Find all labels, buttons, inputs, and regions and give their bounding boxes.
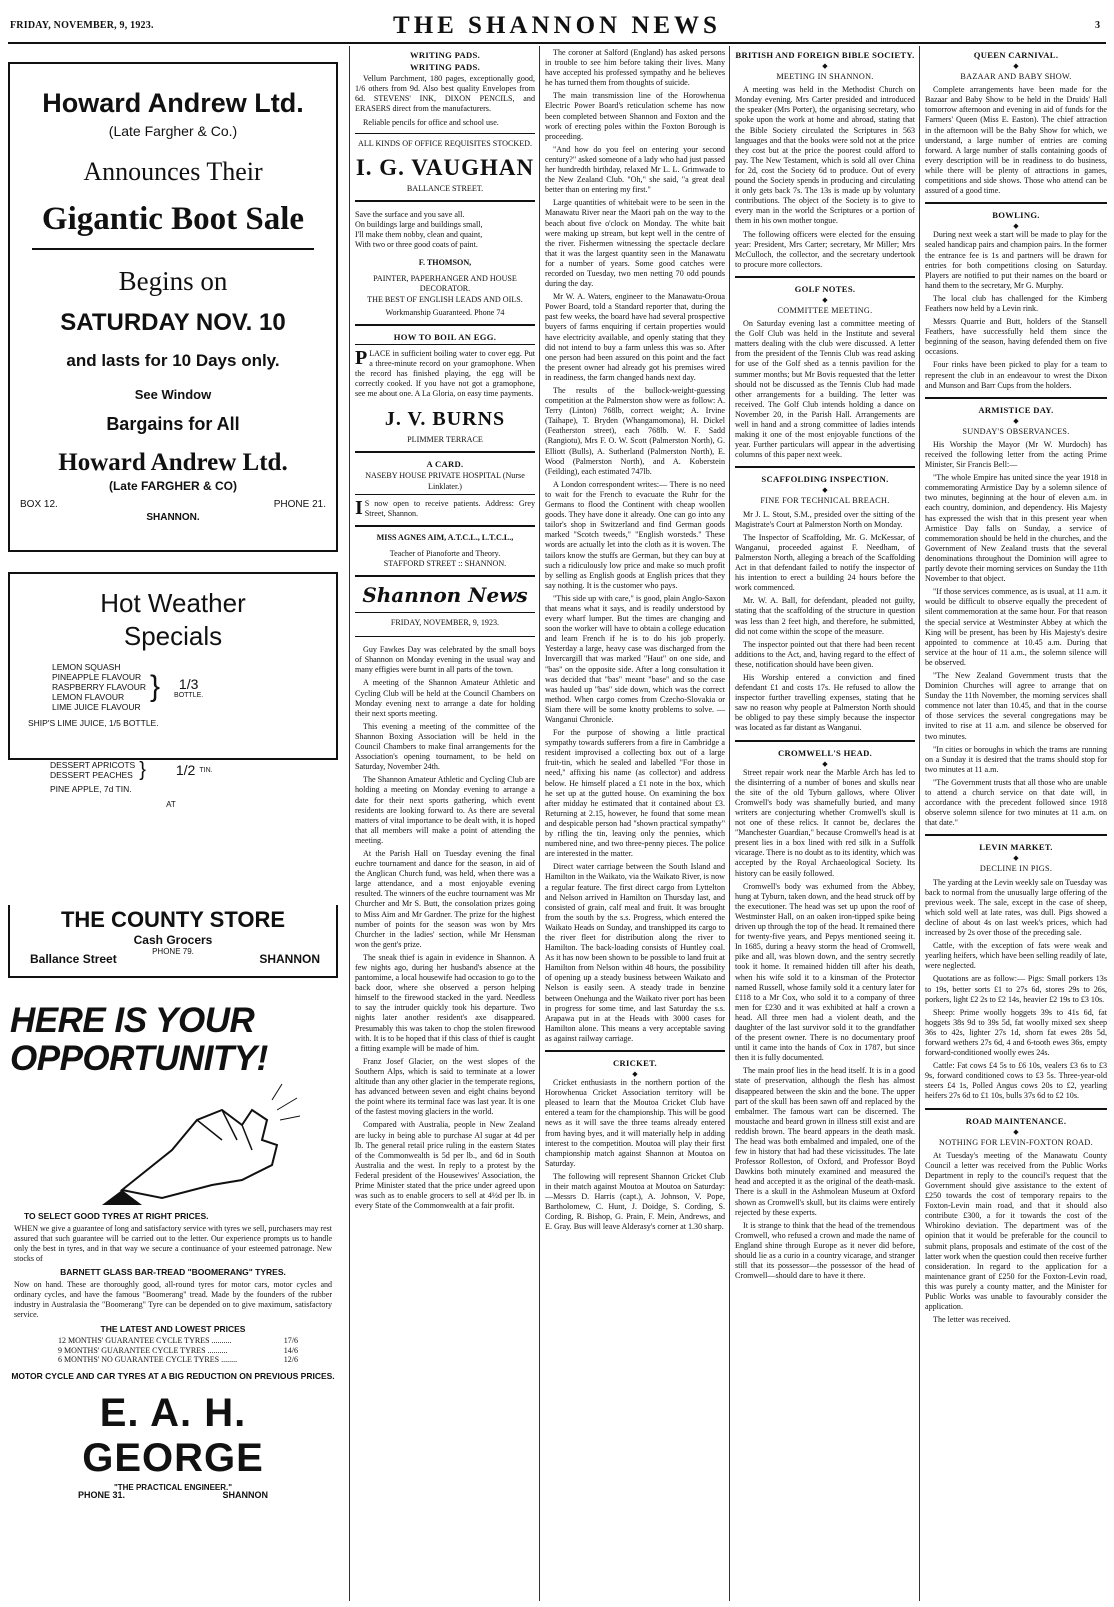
news-bullock: The results of the bullock-weight-guessing competition at the Palmerston show were as follow: A. Terry (Linton) 768lb, correct weight; A. Irvine (Taihape), T. Bryden (Whangamomona), H. Dickel (Featherston street), each 768lb. W. F. Sadd (Rangiotu), Mrs F. O. W. Scott (Palmerston North), G. Elliott (Bulls), A. Sutherland (Palmerston North), E. Wood (Palmerston North), and A. Koberstein (Feilding), each estimated 747lb. <box>545 386 725 476</box>
news-century: "And how do you feel on entering your second century?" asked someone of a lady who had just passed her hundredth birthday, relaxed Mr L. L. Grimwade to the New Zealand Club. "Oh," she said, "a great deal better than on entering my first." <box>545 144 725 195</box>
news-euchre: At the Parish Hall on Tuesday evening the final euchre tournament and dance for the season, in aid of the Anglican Church fund, was held, when there was a large attendance, and a most enjoyable evening resulted. The winners of the euchre tournament was Mr Churcher and Mr S. Butt, the consolation prizes going to Miss Aim and Mr Gardner. The prize for the highest number of points for the season was won by Mrs Churcher in the ladies' section, while Mr Hensman won the gent's prize. <box>355 848 535 949</box>
paint-verse-3: I'll make them nobby, clean and quaint, <box>355 230 483 240</box>
pads-body: Vellum Parchment, 180 pages, exceptionally good, 1/6 others from 9d. Also best quality Envelopes from 6d. STEVENS' INK, DIXON PENCILS, and ERASERS direct from the manufacturers. <box>355 74 535 114</box>
hot-ad-unit-1: BOTTLE. <box>174 691 204 699</box>
store-name: THE COUNTY STORE <box>60 907 286 932</box>
tyre-ad-body: WHEN we give a guarantee of long and satisfactory service with tyres we sell, purchasers may rest assured that such guarantee will be carried out to the letter. Our experience prompts us to handle only the best in tyres, and in that way we secure a continuance of your esteemed patronage. New stocks of <box>14 1224 332 1263</box>
thomson-name: F. THOMSON, <box>418 258 472 268</box>
cricket-body: Cricket enthusiasts in the northern portion of the Horowhenua Cricket Association territory will be pleased to learn that the Moutoa Cricket Club have entered a team for the championship. This will be good news as it will save the three teams already entered from having byes, and it will materially help in adding interest to the competition. Moutoa will play their first championship match against Shannon at Moutoa on Saturday. <box>545 1078 725 1168</box>
levin-subheading: DECLINE IN PIGS. <box>979 864 1053 874</box>
store-town: SHANNON <box>259 952 320 966</box>
hot-ad-title-1: Hot Weather <box>100 588 246 618</box>
bible-body: A meeting was held in the Methodist Church on Monday evening. Mrs Carter presided and introduced the speaker (Mrs Porter), the organising secretary, who spoke upon the work at home and abroad, stating that the Bible Society circulated the Scriptures in 563 languages and that the books were sold not at the price they cost but at the price the poorest could afford to pay. The New Testament, which is sold all over China for 2d, cost the Society 6d to produce. Out of every pound the Society spends in producing and circulating it only gets back 7s. The 13s is made up by voluntary contributions. The object of the Society is to give to every man in the world the Scriptures or a portion of them in his own mother tongue. <box>735 85 915 226</box>
tyre-price-row-3: 6 MONTHS' NO GUARANTEE CYCLE TYRES ........ <box>58 1355 238 1364</box>
tyre-ad-engineer: "THE PRACTICAL ENGINEER." <box>113 1482 233 1492</box>
news-sugar: Compared with Australia, people in New Zealand are lucky in being able to purchase Al sugar at 4d per lb. The general retail price ruling in the eastern States of the Commonwealth is 5d per lb., and 6d in South Australia and the west. In reply to a protest by the Federal president of the Housewives' Association, the Prime Minister stated that the price under agreed upon was such as to enable grocers to sell at 4½d per lb. in every State of the Commonwealth at a fair profit. <box>355 1120 535 1211</box>
masthead-date: FRIDAY, NOVEMBER, 9, 1923. <box>390 618 500 628</box>
pads-body-2: Reliable pencils for office and school use. <box>363 117 499 127</box>
thomson-leads: THE BEST OF ENGLISH LEADS AND OILS. <box>367 294 523 304</box>
hot-ad-at: AT <box>166 800 176 809</box>
scaffolding-heading: SCAFFOLDING INSPECTION. <box>761 474 889 485</box>
card-heading: A CARD. <box>426 459 464 470</box>
golf-body: On Saturday evening last a committee meeting of the Golf Club was held in the Institute and several matters dealing with the club were discussed. A letter from the president of the Tennis Club was read asking for use of the Golf shed as a tennis pavilion for the summer months; but Mr Bovis requested that the letter should not be discussed as the Tennis Club had made other arrangements for a building. The letter was received. The Golf Club intends holding a dance on November 20, in the Parish Hall. Arrangements are well in hand and a strong committee of ladies intends making it one of the most enjoyable functions of the year. Further particulars will appear in the advertising columns of this paper next week. <box>735 319 915 460</box>
road-heading: ROAD MAINTENANCE. <box>965 1115 1067 1126</box>
bowling-body-4: Four rinks have been picked to play for a team to represent the club in an endeavour to wrest the Dixon and Munson and Barr Cups from the holders. <box>925 360 1107 390</box>
naseby-name: NASEBY HOUSE PRIVATE HOSPITAL (Nurse Linklater.) <box>365 471 525 491</box>
column-rule <box>729 46 730 1601</box>
news-athletic: A meeting of the Shannon Amateur Athletic and Cycling Club will be held at the Council Chambers on Monday evening next to arrange a date for holding their next sports meeting. <box>355 678 535 718</box>
queen-subheading: BAZAAR AND BABY SHOW. <box>960 72 1072 82</box>
armistice-body-3: "If those services commence, as is usual, at 11 a.m. it would be difficult to observe equally the precedent of silent commemoration at the same hour. For that reason the special service at Westminster Abbey at which the King will be present, has been by His Majesty's desire appointed to commence at 10.45 a.m. During that service at the hour of 11 a.m., the solemn silence will be observed. <box>925 587 1107 667</box>
hot-ad-price-2: 1/2 <box>175 762 196 778</box>
boot-ad-headline: Gigantic Boot Sale <box>41 201 305 237</box>
page-number: 3 <box>1095 20 1100 31</box>
armistice-body-6: "The Government trusts that all those who are unable to attend a church service on that date will, in accordance with the precedent followed since 1918 observe solemn silence for two minutes at 11 a.m. on that date." <box>925 777 1107 828</box>
boot-ad-bargains: Bargains for All <box>106 414 240 434</box>
boot-ad-announces: Announces Their <box>83 157 263 186</box>
tyre-price-row-1: 12 MONTHS' GUARANTEE CYCLE TYRES .......... <box>58 1336 232 1345</box>
office-requisites: ALL KINDS OF OFFICE REQUISITES STOCKED. <box>357 138 533 148</box>
column-4: BRITISH AND FOREIGN BIBLE SOCIETY. ◆ MEETING IN SHANNON. A meeting was held in the Methodist Church on Monday evening. Mrs Carter presided and introduced the speaker (Mrs Porter), the organising secretary, who spoke upon the work at home and abroad, stating that the Bible Society circulated the Scriptures in 563 languages and that the books were sold not at the price they cost but at the price the poorest could afford to pay. The New Testament, which is sold all over China for 2d, cost the Society 6d to produce. Out of every pound the Society spends in producing and circulating it only gets back 7s. The 13s is made up by voluntary contributions. The object of the Society is to give to every man in the world the Scriptures or a portion of them in his own mother tongue. The following officers were elected for the ensuing year: President, Mrs Carter; secretary, Mr Miller; Mrs McCulloch, the collector, and the secretary undertook to procure more collectors. GOLF NOTES. ◆ COMMITTEE MEETING. On Saturday evening last a committee meeting of the Golf Club was held in the Institute and several matters dealing with the club were discussed. A letter from the president of the Tennis Club was read asking for use of the Golf shed as a tennis pavilion for the summer months; but Mr Bovis requested that the letter should not be discussed as the Tennis Club had made other arrangements for a building. The letter was received. The Golf Club intends holding a dance on November 20, in the Parish Hall. Arrangements are well in hand and a strong committee of ladies intends making it one of the most enjoyable functions of the year. Further particulars will appear in the advertising columns of this paper next week. SCAFFOLDING INSPECTION. ◆ FINE FOR TECHNICAL BREACH. Mr J. L. Stout, S.M., presided over the sitting of the Magistrate's Court at Palmerston North on Monday. The Inspector of Scaffolding, Mr. G. McKessar, of Wanganui, proceeded against F. Needham, of Palmerston North, alleging a breach of the Scaffolding Act in that defendant failed to notify the inspector of his intention to erect a building 24 hours before the work commenced. Mr. W. A. Ball, for defendant, pleaded not guilty, stating that the scaffolding of the structure in question was less than 2 feet high, and therefore, he submitted, did not come within the scope of the measure. The inspector pointed out that there had been recent additions to the Act, and, having regard to the effect of these, notification should have been given. His Worship entered a conviction and fined defendant £1 and costs 17s. He refused to allow the inspector further travelling expenses, stating that he saw no reason why people at Palmerston North should be obliged to pay these simply because the inspector was located as far distant as Wanganui. CROMWELL'S HEAD. ◆ Street repair work near the Marble Arch has led to the disinterring of a number of bones and skulls near the site of the old Tyburn gallows, where Oliver Cromwell's body was shamefully buried, and many writers are conjecturing whether Cromwell's skull is not one of these relics. It cannot be, declares the "Manchester Guardian," because Cromwell's head is at present lies in a box lined with red silk in a Suffolk vicarage. There is no doubt as to its identity, which was accepted by the Royal Archaeological Society. Its history can be easily followed. Cromwell's body was exhumed from the Abbey, hung at Tyburn, taken down, and the head struck off by the executioner. The head was set up upon the roof of Westminster Hall, on an oaken iron-tipped spike being driven up through the top of the head. It remained there for twenty-five years, and Pepys mentioned seeing it. In 1685, during a heavy storm the head of Cromwell, pike and all, was blown down, and the sentry secretly took it home. It remained hidden till after his death, when his wife sold it to a kinsman of the Protector named Russell, whose family sold it a century later for £118 to a Mr Cox, who sold it to a company of three men for £230 and it was exhibited at half a crown a head. All three men had a violent death, and the daughter of the last survivor sold it to the grandfather of the present owner. There is no documentary proof until it came into the hands of Cox in 1787, but since then it is fully documented. The main proof lies in the head itself. It is in a good state of preservation, although the flesh has almost disappeared between the skin and the bone. The upper part of the skull has been sawn off and replaced by the embalmer. The famous wart can be discerned. The moustache and beard grown in illness still exist and are reddish brown. The beard appears in the death mask. The head was both embalmed and impaled, one of the few in history that had had these vicissitudes. The late Professor Rolleston, of Oxford, and Professor Boyd Dawkins both minutely examined and measured the head and accepted it as the original of the death-mask. There is a skull in the Ashmolean Museum at Oxford shown as Cromwell's skull, but its claims were entirely rejected by these experts. It is strange to think that the head of the tremendous Cromwell, who refused a crown and made the name of England shine through Europe as it never did before, should lie as a curio in a country vicarage, and stranger still that its possessor—the possessor of the head of Cromwell—should dare to have it there. <box>735 50 915 1281</box>
issue-date: FRIDAY, NOVEMBER, 9, 1923. <box>10 20 154 31</box>
tyre-ad-body-2: Now on hand. These are thoroughly good, all-round tyres for motor cars, motor cycles and ordinary cycles, and have the famous "Boomerang" tread. Made by the founders of the rubber industry in Australasia the "Boomerang" Tyre can be depended on to give maximum, satisfactory service. <box>14 1280 332 1319</box>
boot-sale-ad <box>8 62 338 552</box>
levin-body-5: Cattle: Fat cows £4 5s to £6 10s, vealers £3 6s to £3 9s, forward conditioned cows to £3 5s. Three-year-old steers £4 1s, Polled Angus cows 20s to £2, yearling heifers 27s 6d to £1 10s, bulls 37s 6d to £2 10s. <box>925 1061 1107 1101</box>
armistice-body-1: His Worship the Mayor (Mr W. Murdoch) has received the following letter from the acting Prime Minister, Sir Francis Bell:— <box>925 439 1107 470</box>
queen-body: Complete arrangements have been made for the Bazaar and Baby Show to be held in the Druids' Hall tomorrow afternoon and evening in aid of funds for the Farmers' Queen (Miss E. Easton). The chief attraction in the afternoon will be the Baby Show for which, we understand, a large number of entries are coming forward. A large number of stalls containing goods of every description will be in readiness to do business, while there will be plenty of attractions in games, competitions and side shows. Those who attend can be assured of a good time. <box>925 85 1107 196</box>
store-cash: Cash Grocers <box>133 933 213 947</box>
column-3: The coroner at Salford (England) has asked persons in trouble to see him before taking their lives. Many have accepted his professed sympathy and he believes he has turned them from thoughts of suicide. The main transmission line of the Horowhenua Electric Power Board's reticulation scheme has now been completed between Shannon and Foxton and the work of erecting poles within the Foxton Borough is proceeding. "And how do you feel on entering your second century?" asked someone of a lady who had just passed her hundredth birthday, relaxed Mr L. L. Grimwade to the New Zealand Club. "Oh," she said, "a great deal better than on entering my first." Large quantities of whitebait were to be seen in the Manawatu River near the Maori pah on the way to the beach about five o'clock on Monday. The white bait were making up stream, but kept well in the centre of the river. Fishermen witnessing the spectacle declare that it was the largest quantity seen in the Manawatu for a number of years. Some good catches were recorded on Tuesday, two men netting 70 odd pounds during the day. Mr W. A. Waters, engineer to the Manawatu-Oroua Power Board, told a Standard reporter that, during the past few weeks, the board have had several prospective buyers of farms enquiring if certain properties would have electricity available, and openly stating that they did not intend to buy a farm unless this was so. After one person had been assured on this point and the fact the present owner had already got his premises wired in readiness, the farm changed hands next day. The results of the bullock-weight-guessing competition at the Palmerston show were as follow: A. Terry (Linton) 768lb, correct weight; A. Irvine (Taihape), T. Bryden (Whangamomona), H. Dickel (Featherston street), each 768lb. W. F. Sadd (Rangiotu), Mrs F. O. W. Scott (Palmerston North), G. Elliott (Bulls), A. Sutherland (Palmerston North), E. Wood (Palmerston North), and A. Koberstein (Feilding), each estimated 747lb. A London correspondent writes:— There is no need to wait for the French to evacuate the Ruhr for the Germans to flood the Continent with cheap woollen goods. They have done it already. One can go into any tailor's shop in Switzerland and find German goods marked "Scotch tweeds," "English worsteds." These words are actually let into the cloth as it is woven. The tailors know the stuffs are German, but they can buy at such a ridiculously low price and make so much profit by selling as English goods at English prices that they say nothing. It is the customer who pays. "This side up with care," is good, plain Anglo-Saxon that means what it says, and is readily understood by every wharf lumper. But the times are changing and soon the worker will have to obtain a college education and learn French if he is to do his job properly. Yesterday a large, heavy case was discharged from the Invercargill that was marked "Haut" on one side, and "bas" on the opposite side. After a long consultation it was decided that "bas" meant "base" and so the case was hauled up "bas" side down, which was the correct method. When cargo comes from Czecho-Slovakia or Siam there will be some knotty problems to solve. —Wanganui Chronicle. For the purpose of showing a little practical sympathy towards sufferers from a fire in Cambridge a resident improvised a collecting box out of a large fruit-tin, which he sealed and labelled "For those in need," affixing his name (as collector) and address below. He himself placed a £1 note in the box, which he set up at the gutted house. On examining the box after midday he estimated that it contained about £3. Returning at 2.15, however, he found that some mean and despicable person had "shown practical sympathy" by rifling the tin, leaving only the pennies, which numbered nine, and two three-penny pieces. The police are interested in the matter. Direct water carriage between the South Island and Hamilton in the Waikato, via the Waikato River, is now a regular feature. The first direct cargo from Lyttelton and Nelson arrived in Hamilton on Thursday last, and consisted of grain, calf meal and fruit. It was brought from the south by the s.s. Progress, which entered the Waikato Heads on Sunday, and transhipped its cargo to the river fleet for distribution along the river to Hamilton. The back-loading consists of Huntley coal. As it has now been shown to be possible to land fruit at Hamilton from Nelson within 48 hours, the possibility of opening up a steady business between Waikato and Nelson is easily seen. A steady trade in benzine between Onehunga and the Waikato river port has been in progress for some time, and last Saturday the s.s. Arapawa put in at the Heads with 3000 cases for Hamilton alone. This means a very acceptable saving as against railway carriage. CRICKET. ◆ Cricket enthusiasts in the northern portion of the Horowhenua Cricket Association territory will be pleased to learn that the Moutoa Cricket Club have entered a team for the championship. This will be good news as it will save the three teams already entered from having byes, and it will materially help in adding interest to the competition. Moutoa will play their first championship match against Shannon at Moutoa on Saturday. The following will represent Shannon Cricket Club in their match against Moutoa at Moutoa on Saturday:—Messrs D. Harris (capt.), A. Johnson, V. Pope, Bartholomew, C. Hunt, J. Doidge, S. Cording, S. Cording, R. Bishop, G. Prain, F. Mein, Andrews, and E. Gray. Bus will leave Alderasy's corner at 1.30 sharp. <box>545 48 725 1232</box>
aim-name: MISS AGNES AIM, A.T.C.L., L.T.C.L., <box>376 532 514 542</box>
news-this-side-up: "This side up with care," is good, plain Anglo-Saxon that means what it says, and is readily understood by every wharf lumper. But the times are changing and soon the worker will have to obtain a college education and learn French if he is to do his job properly. Yesterday a large, heavy case was discharged from the Invercargill that was marked "Haut" on one side, and "bas" on the opposite side. After a long consultation it was decided that "bas" meant "base" and so the case was hauled up "bas" side down, which was the correct method. When cargo comes from Czecho-Slovakia or Siam there will be some knotty problems to solve. —Wanganui Chronicle. <box>545 593 725 724</box>
column-2: WRITING PADS. WRITING PADS. Vellum Parchment, 180 pages, exceptionally good, 1/6 others from 9d. Also best quality Envelopes from 6d. STEVENS' INK, DIXON PENCILS, and ERASERS direct from the manufacturers. Reliable pencils for office and school use. ALL KINDS OF OFFICE REQUISITES STOCKED. I. G. VAUGHAN BALLANCE STREET. Save the surface and you save all. On buildings large and buildings small, I'll make them nobby, clean and quaint, With two or three good coats of paint. F. THOMSON, PAINTER, PAPERHANGER AND HOUSE DECORATOR. THE BEST OF ENGLISH LEADS AND OILS. Workmanship Guaranteed. Phone 74 HOW TO BOIL AN EGG. PLACE in sufficient boiling water to cover egg. Put a three-minute record on your gramophone. When the record has finished playing, the egg will be correctly cooked. If you have not got a gramophone, see me about one. A La Gloria, on easy time payments. J. V. BURNS PLIMMER TERRACE A CARD. NASEBY HOUSE PRIVATE HOSPITAL (Nurse Linklater.) I S now open to receive patients. Address: Grey Street, Shannon. MISS AGNES AIM, A.T.C.L., L.T.C.L., Teacher of Pianoforte and Theory. STAFFORD STREET :: SHANNON. Shannon News FRIDAY, NOVEMBER, 9, 1923. Guy Fawkes Day was celebrated by the small boys of Shannon on Monday evening in the usual way and many effigies were burnt in all parts of the town. A meeting of the Shannon Amateur Athletic and Cycling Club will be held at the Council Chambers on Monday evening next to arrange a date for holding their next sports meeting. This evening a meeting of the committee of the Shannon Boxing Association will be held in the Council Chambers to make final arrangements for the Association's opening tournament, to be held on Saturday, November 24th. The Shannon Amateur Athletic and Cycling Club are holding a meeting on Monday evening to arrange a date for their next sports gathering, which event residents are looking forward to. As there are several matters of vital importance to be dealt with, it is hoped that all members will make a point of attending the meeting. At the Parish Hall on Tuesday evening the final euchre tournament and dance for the season, in aid of the Anglican Church fund, was held, when there was a large attendance, and a most enjoyable evening resulted. The winners of the euchre tournament was Mr Churcher and Mr S. Butt, the consolation prizes going to Miss Aim and Mr Gardner. The prize for the highest number of points for the season was won by Mrs Churcher in the ladies' section, while Mr Hensman won the gent's prize. The sneak thief is again in evidence in Shannon. A few nights ago, during her husband's absence at the pantomime, a local housewife had occasion to go to the back door, where she observed a person helping himself to the firewood stacked in the yard. Needless to say the intruder quickly took his departure. Two nights later another resident's axe disappeared. Presumably this was taken to chop the stolen firewood with. It is to be hoped that if this class of thief is caught a fitting example will be made of him. Franz Josef Glacier, on the west slopes of the Southern Alps, which is said to terminate at a lower altitude than any other glacier in the temperate regions, has advanced between seven and eight chains beyond the point where its terminal face was last year. It is one of the fastest moving glaciers in the world. Compared with Australia, people in New Zealand are lucky in being able to purchase Al sugar at 4d per lb. The general retail price ruling in the eastern States of the Commonwealth is 5d per lb., and 6d in South Australia and the west. In reply to a protest by the Federal president of the Housewives' Association, the Prime Minister stated that the price under agreed upon was such as to enable grocers to sell at 4½d per lb. in every State of the Commonwealth at a fair profit. <box>355 50 535 1211</box>
tyre-ad-town: SHANNON <box>222 1489 268 1500</box>
levin-body-1: The yarding at the Levin weekly sale on Tuesday was back to normal from the unusually large offering of the previous week. The sale, except in the case of sheep, which sold well at late rates, was dull. Pigs showed a decline of about 4s on last week's prices, which had increased by 2s over those of the preceding sale. <box>925 877 1107 938</box>
road-body-2: The letter was received. <box>933 1315 1011 1325</box>
paint-verse-4: With two or three good coats of paint. <box>355 240 478 250</box>
cromwell-heading: CROMWELL'S HEAD. <box>777 747 873 758</box>
boot-ad-duration: and lasts for 10 Days only. <box>66 351 280 370</box>
tyre-ad <box>8 1002 338 1597</box>
bowling-heading: BOWLING. <box>992 210 1040 221</box>
cromwell-body-2: Cromwell's body was exhumed from the Abbey, hung at Tyburn, taken down, and the head struck off by the executioner. The head was set up upon the roof of Westminster Hall, on an oaken iron-tipped spike being driven up through the top of the head. It remained there for twenty-five years, and Pepys mentioned seeing it. In 1685, during a heavy storm the head of Cromwell, pike and all, was blown down, and the sentry secretly took it home. It remained hidden till after his death, when his wife sold it to a kinsman of the Protector named Russell, whose family sold it a century later for £118 to a Mr Cox, who sold it to a company of three men for £230 and it was exhibited at half a crown a head. All three men had a violent death, and the daughter of the last survivor sold it to the grandfather of the present owner. There is no documentary proof until it came into the hands of Cox in 1787, but since then it is fully documented. <box>735 881 915 1063</box>
paint-verse-1: Save the surface and you save all. <box>355 209 465 219</box>
news-boxing: This evening a meeting of the committee of the Shannon Boxing Association will be held in the Council Chambers to make final arrangements for the Association's opening tournament, to be held on Saturday, November 24th. <box>355 721 535 772</box>
tyre-ad-motor: MOTOR CYCLE AND CAR TYRES AT A BIG REDUCTION ON PREVIOUS PRICES. <box>11 1370 335 1381</box>
cricket-body-2: The following will represent Shannon Cricket Club in their match against Moutoa at Moutoa on Saturday:—Messrs D. Harris (capt.), A. Johnson, V. Pope, Bartholomew, C. Hunt, J. Doidge, S. Cording, S. Cording, R. Bishop, G. Prain, F. Mein, Andrews, and E. Gray. Bus will leave Alderasy's corner at 1.30 sharp. <box>545 1171 725 1232</box>
column-rule <box>349 46 350 1601</box>
pads-heading: WRITING PADS. <box>409 50 481 60</box>
vaughan-street: BALLANCE STREET. <box>406 183 484 193</box>
paint-verse-2: On buildings large and buildings small, <box>355 219 483 229</box>
armistice-heading: ARMISTICE DAY. <box>978 404 1054 415</box>
levin-body-2: Cattle, with the exception of fats were weak and yearling heifers, which have been selling readily of late, were neglected. <box>925 941 1107 971</box>
hot-ad-title-2: Specials <box>123 621 223 651</box>
hand-illustration-icon <box>102 1080 302 1205</box>
news-guy-fawkes: Guy Fawkes Day was celebrated by the small boys of Shannon on Monday evening in the usual way and many effigies were burnt in all parts of the town. <box>355 645 535 675</box>
masthead-small: Shannon News <box>362 583 528 608</box>
tyre-price-3: 12/6 <box>283 1355 298 1364</box>
egg-heading: HOW TO BOIL AN EGG. <box>393 331 497 342</box>
egg-body: LACE in sufficient boiling water to cover egg. Put a three-minute record on your gramophone. When the record has finished playing, the egg will be correctly cooked. If you have not got a gramophone, see me about one. A La Gloria, on easy time payments. <box>355 348 535 399</box>
naseby-body: S now open to receive patients. Address: Grey Street, Shannon. <box>364 498 535 518</box>
cromwell-body-3: The main proof lies in the head itself. It is in a good state of preservation, although the flesh has almost disappeared between the skin and the bone. The upper part of the skull has been sawn off and replaced by the embalmer. The famous wart can be discerned. The moustache and beard grown in illness still exist and are reddish brown. The beard appears in the death mask. The head was both embalmed and impaled, one of the few in history that had had these vicissitudes. The late Professor Rolleston, of Oxford, and Professor Boyd Dawkins both minutely examined and measured the head and accepted it as the original of the death-mask. There is a skull in the Ashmolean Museum at Oxford shown as Cromwell's skull, but its claims were entirely rejected by these experts. <box>735 1066 915 1217</box>
boot-ad-company-2: Howard Andrew Ltd. <box>58 449 288 476</box>
boot-ad-town: SHANNON. <box>146 512 200 523</box>
tyre-ad-headline: HERE IS YOUR OPPORTUNITY! <box>10 1001 268 1078</box>
scaffolding-body-5: His Worship entered a conviction and fined defendant £1 and costs 17s. He refused to allow the inspector further travelling expenses, stating that he saw no reason why people at Palmerston North should be obliged to pay these simply because the inspector was located as far distant as Wanganui. <box>735 672 915 733</box>
hot-ad-flavours: LEMON SQUASH PINEAPPLE FLAVOUR RASPBERRY FLAVOUR LEMON FLAVOUR LIME JUICE FLAVOUR <box>52 662 147 712</box>
boot-ad-company: Howard Andrew Ltd. <box>42 88 304 118</box>
tyre-ad-phone: PHONE 31. <box>78 1489 126 1500</box>
news-coroner: The coroner at Salford (England) has asked persons in trouble to see him before taking their lives. Many have accepted his professed sympathy and he believes he has turned them from thoughts of suicide. <box>545 48 725 88</box>
armistice-body-4: "The New Zealand Government trusts that the Dominion Churches will agree to arrange that on Sunday the 11th November, the morning services shall commence not later than 10.45, and that in the course of those services the several congregations may be invited to rise at 11 a.m. and silence be observed for two minutes. <box>925 670 1107 741</box>
bowling-body-1: During next week a start will be made to play for the sealed handicap pairs and champion pairs. In the former the entrance fee is 1s and partners will be drawn for entries for both competitions closing on Saturday. Players are notified to put their names on the board or hand them to the secretary, Mr G. Murphy. <box>925 230 1107 290</box>
boot-ad-see-window: See Window <box>134 387 212 402</box>
levin-body-4: Sheep: Prime woolly hoggets 39s to 41s 6d, fat hoggets 38s 9d to 39s 5d, fat woolly mixed sex sheep 36s to 42s, lighter 27s 1d, shorn fat ewes 28s 5d, forward wethers 27s 6d, 4 and 6-tooth ewes 36s, empty forward-conditioned woolly ewes 24s. <box>925 1007 1107 1058</box>
levin-body-3: Quotations are as follow:— Pigs: Small porkers 13s to 19s, better sorts £1 to 27s 6d, stores 29s to 26s, porkers, light £2 2s to £2 14s, heavier £2 19s to £3 10s. <box>925 974 1107 1004</box>
aim-street: STAFFORD STREET :: SHANNON. <box>383 559 507 568</box>
armistice-body-5: "In cities or boroughs in which the trams are running on a Sunday it is desired that the trams should stop for two minutes at 11 a.m. <box>925 744 1107 774</box>
bible-body-2: The following officers were elected for the ensuing year: President, Mrs Carter; secretary, Mr Miller; Mrs McCulloch, the collector, and the secretary undertook to procure more collectors. <box>735 229 915 269</box>
road-body-1: At Tuesday's meeting of the Manawatu County Council a letter was received from the Public Works Department in reply to the council's request that the Government should give assistance to the extent of £250 towards the cost of temporary repairs to the Foxton-Levin main road, and that it should also contribute £300, a for it towards the cost of the Whirokino deviation. The department was of the opinion that it would be preferable for the council to submit plans, proposals and estimate of the cost of the latter work when the question could then receive further consideration. In regard to the application for a maintenance grant of £250 for the Foxton-Levin road, this was purely a county matter, and the Minister for Public Works was unable to favourably consider the application. <box>925 1150 1107 1312</box>
cricket-heading: CRICKET. <box>612 1058 658 1068</box>
store-phone: PHONE 79. <box>152 947 194 956</box>
news-electricity: Mr W. A. Waters, engineer to the Manawatu-Oroua Power Board, told a Standard reporter that, during the past few weeks, the board have had several prospective buyers of farms enquiring if certain properties would have electricity available, and openly stating that they did not intend to buy a farm unless this was so. After one person had been assured on this point and the fact the present owner had already got his premises wired in readiness, the farm changed hands next day. <box>545 292 725 382</box>
burns-street: PLIMMER TERRACE <box>407 435 483 445</box>
bowling-body-3: Messrs Quarrie and Butt, holders of the Stansell Feathers, have successfully held them since the beginning of the season, having defended them on five occasions. <box>925 317 1107 357</box>
golf-subheading: COMMITTEE MEETING. <box>777 305 873 315</box>
tyre-ad-sub: TO SELECT GOOD TYRES AT RIGHT PRICES. <box>24 1211 209 1221</box>
header-rule <box>8 42 1106 44</box>
boot-ad-late: (Late Fargher & Co.) <box>108 123 238 139</box>
tyre-ad-name: E. A. H. GEORGE <box>82 1390 264 1480</box>
news-glacier: Franz Josef Glacier, on the west slopes of the Southern Alps, which is said to terminate at a lower altitude than any other glacier in the temperate regions, has advanced between seven and eight chains beyond the point where its terminal face was last year. It is one of the fastest moving glaciers in the world. <box>355 1056 535 1117</box>
queen-heading: QUEEN CARNIVAL. <box>973 50 1059 60</box>
tyre-price-row-2: 9 MONTHS' GUARANTEE CYCLE TYRES .......... <box>58 1345 228 1355</box>
levin-heading: LEVIN MARKET. <box>979 842 1053 853</box>
news-whitebait: Large quantities of whitebait were to be seen in the Manawatu River near the Maori pah on the way to the beach about five o'clock on Monday. The white bait were making up stream, but kept well in the centre of the river. Fishermen witnessing the spectacle declare that it was the largest quantity seen in the Manawatu for a number of years. Some good catches were recorded on Tuesday, two men netting 70 odd pounds during the day. <box>545 198 725 289</box>
news-athletic-2: The Shannon Amateur Athletic and Cycling Club are holding a meeting on Monday evening to arrange a date for their next sports gathering, which event residents are looking forward to. As there are several matters of vital importance to be dealt with, it is hoped that all members will make a point of attending the meeting. <box>355 775 535 845</box>
boot-ad-date: SATURDAY NOV. 10 <box>60 309 286 336</box>
scaffolding-subheading: FINE FOR TECHNICAL BREACH. <box>760 496 890 506</box>
store-street: Ballance Street <box>30 952 117 966</box>
scaffolding-body-3: Mr. W. A. Ball, for defendant, pleaded not guilty, stating that the scaffolding of the structure in question was less than 2 feet high, and therefore, he submitted, did not come within the scope of the measure. <box>735 596 915 636</box>
cromwell-body-4: It is strange to think that the head of the tremendous Cromwell, who refused a crown and made the name of England shine through Europe as it never did before, should lie as a curio in a country vicarage, and stranger still that its possessor—the possessor of the head of Cromwell—should dare to have it there. <box>735 1220 915 1281</box>
hot-ad-pineapple: PINE APPLE, 7d TIN. <box>50 784 132 794</box>
masthead-title: THE SHANNON NEWS <box>393 12 721 39</box>
thomson-work: Workmanship Guaranteed. Phone 74 <box>385 307 505 317</box>
bible-subheading: MEETING IN SHANNON. <box>776 72 874 82</box>
hot-ad-unit-2: TIN. <box>199 766 213 774</box>
tyre-price-2: 14/6 <box>283 1345 298 1355</box>
boot-ad-box: BOX 12. <box>20 499 58 510</box>
golf-heading: GOLF NOTES. <box>794 283 856 294</box>
tyre-ad-barnett: BARNETT GLASS BAR-TREAD "BOOMERANG" TYRES. <box>60 1267 286 1277</box>
boot-ad-phone: PHONE 21. <box>273 499 326 510</box>
column-rule <box>539 46 540 1601</box>
armistice-subheading: SUNDAY'S OBSERVANCES. <box>962 426 1070 436</box>
scaffolding-body-4: The inspector pointed out that there had been recent additions to the Act, and, having regard to the effect of these, notification should have been given. <box>735 639 915 669</box>
road-subheading: NOTHING FOR LEVIN-FOXTON ROAD. <box>939 1137 1093 1147</box>
vaughan-name: I. G. VAUGHAN <box>355 154 535 180</box>
cromwell-body-1: Street repair work near the Marble Arch has led to the disinterring of a number of bones and skulls near the site of the old Tyburn gallows, where Oliver Cromwell's body was shamefully buried, and many writers are conjecturing whether Cromwell's skull is not one of these relics. It cannot be, declares the "Manchester Guardian," because Cromwell's head is at present lies in a box lined with red silk in a Suffolk vicarage. There is no doubt as to its identity, which was accepted by the Royal Archaeological Society. Its history can be easily followed. <box>735 767 915 878</box>
tyre-ad-latest: THE LATEST AND LOWEST PRICES <box>100 1324 246 1334</box>
tyre-price-1: 17/6 <box>283 1336 298 1345</box>
hot-ad-lime: SHIP'S LIME JUICE, 1/5 BOTTLE. <box>28 718 159 728</box>
aim-teacher: Teacher of Pianoforte and Theory. <box>389 548 501 558</box>
news-collecting-box: For the purpose of showing a little practical sympathy towards sufferers from a fire in Cambridge a resident improvised a collecting box out of a large fruit-tin, which he sealed and labelled "For those in need," affixing his name (as collector) and address below. He himself placed a £1 note in the box, which he set up at the gutted house. On examining the box after midday he estimated that it contained about £3. Returning at 2.15, however, he found that some mean and despicable person had "shown practical sympathy" by rifling the tin, leaving only the pennies, which numbered nine, and two three-penny pieces. The police are interested in the matter. <box>545 728 725 859</box>
bible-heading: BRITISH AND FOREIGN BIBLE SOCIETY. <box>735 50 915 60</box>
column-rule <box>919 46 920 1601</box>
county-store-box <box>8 905 338 978</box>
boot-ad-begins: Begins on <box>118 266 228 296</box>
news-transmission: The main transmission line of the Horowhenua Electric Power Board's reticulation scheme has now been completed between Shannon and Foxton and the work of erecting poles within the Foxton Borough is proceeding. <box>545 91 725 141</box>
bowling-body-2: The local club has challenged for the Kimberg Feathers now held by a Levin rink. <box>925 293 1107 313</box>
hot-ad-desserts: DESSERT APRICOTS DESSERT PEACHES <box>50 760 136 780</box>
column-5: QUEEN CARNIVAL. ◆ BAZAAR AND BABY SHOW. Complete arrangements have been made for the Bazaar and Baby Show to be held in the Druids' Hall tomorrow afternoon and evening in aid of funds for the Farmers' Queen (Miss E. Easton). The chief attraction in the afternoon will be the Baby Show for which, we understand, a large number of entries are coming forward. A large number of stalls containing goods of every description will be in readiness to do business, while there will be plenty of attractions in games, competitions and side shows. Those who attend can be assured of a good time. BOWLING. ◆ During next week a start will be made to play for the sealed handicap pairs and champion pairs. In the former the entrance fee is 1s and partners will be drawn for entries for both competitions closing on Saturday. Players are notified to put their names on the board or hand them to the secretary, Mr G. Murphy. The local club has challenged for the Kimberg Feathers now held by a Levin rink. Messrs Quarrie and Butt, holders of the Stansell Feathers, have successfully held them since the beginning of the season, having defended them on five occasions. Four rinks have been picked to play for a team to represent the club in an endeavour to wrest the Dixon and Munson and Barr Cups from the holders. ARMISTICE DAY. ◆ SUNDAY'S OBSERVANCES. His Worship the Mayor (Mr W. Murdoch) has received the following letter from the acting Prime Minister, Sir Francis Bell:— "The whole Empire has united since the year 1918 in commemorating Armistice Day by a solemn silence of two minutes, beginning at the hour of eleven a.m. in each country, dominion, and dependency. His Majesty has expressed the wish that in this present year when Armistice Day falls on Sunday, a service of commemoration should be held in the churches, and the Government of New Zealand trusts that the several denominations throughout the Dominion will agree to partly devote their morning services on Sunday the 11th November to that object. "If those services commence, as is usual, at 11 a.m. it would be difficult to observe equally the precedent of silent commemoration at the same hour. For that reason the special service at Westminster Abbey at which the King will be present, has been by His Majesty's desire appointed to commence at 10.45 a.m. During that service at the hour of 11 a.m., the solemn silence will be observed. "The New Zealand Government trusts that the Dominion Churches will agree to arrange that on Sunday the 11th November, the morning services shall commence not later than 10.45, and that in the course of those services the several congregations may be invited to rise at 11 a.m. and silence be observed for two minutes. "In cities or boroughs in which the trams are running on a Sunday it is desired that the trams should stop for two minutes at 11 a.m. "The Government trusts that all those who are unable to attend a church service on that date will, in accordance with the precedent followed since 1918 observe solemn silence for two minutes at 11 a.m. on that date." LEVIN MARKET. ◆ DECLINE IN PIGS. The yarding at the Levin weekly sale on Tuesday was back to normal from the unusually large offering of the previous week. The sale, except in the case of sheep, which sold well at late rates, was dull. Pigs showed a decline of about 4s on last week's prices, which had increased by 2s over those of the preceding sale. Cattle, with the exception of fats were weak and yearling heifers, which have been selling readily of late, were neglected. Quotations are as follow:— Pigs: Small porkers 13s to 19s, better sorts £1 to 27s 6d, stores 29s to 26s, porkers, light £2 2s to £2 14s, heavier £2 19s to £3 10s. Sheep: Prime woolly hoggets 39s to 41s 6d, fat hoggets 38s 9d to 39s 5d, fat woolly mixed sex sheep 36s to 42s, lighter 27s 1d, shorn fat ewes 28s 5d, forward wethers 27s 6d, 4 and 6-tooth ewes 36s, empty forward-conditioned woolly ewes 24s. Cattle: Fat cows £4 5s to £6 10s, vealers £3 6s to £3 9s, forward conditioned cows to £3 5s. Three-year-old steers £4 1s, Polled Angus cows 20s to £2, yearling heifers 27s 6d to £1 10s, bulls 37s 6d to £2 10s. ROAD MAINTENANCE. ◆ NOTHING FOR LEVIN-FOXTON ROAD. At Tuesday's meeting of the Manawatu County Council a letter was received from the Public Works Department in reply to the council's request that the Government should give assistance to the extent of £250 towards the cost of temporary repairs to the Foxton-Levin main road, and that it should also contribute £300, a for it towards the cost of the Whirokino deviation. The department was of the opinion that it would be preferable for the council to submit plans, proposals and estimate of the cost of the latter work when the question could then receive further consideration. In regard to the application for a maintenance grant of £250 for the Foxton-Levin road, this was purely a county matter, and the Minister for Public Works was unable to favourably consider the application. The letter was received. <box>925 50 1107 1325</box>
burns-name: J. V. BURNS <box>384 408 506 431</box>
county-store-ad: DESSERT APRICOTS DESSERT PEACHES } 1/2 TIN. PINE APPLE, 7d TIN. AT <box>8 760 334 880</box>
news-german-goods: A London correspondent writes:— There is no need to wait for the French to evacuate the Ruhr for the Germans to flood the Continent with cheap woollen goods. They have done it already. One can go into any tailor's shop in Switzerland and find German goods marked "Scotch tweeds," "English worsteds." These words are actually let into the cloth as it is woven. The tailors know the stuffs are German, but they can buy at such a ridiculously low price and make so much profit by selling as English goods at English prices that they say nothing. It is the customer who pays. <box>545 479 725 590</box>
news-thief: The sneak thief is again in evidence in Shannon. A few nights ago, during her husband's absence at the pantomime, a local housewife had occasion to go to the back door, where she observed a person helping himself to the firewood stacked in the yard. Needless to say the intruder quickly took his departure. Two nights later another resident's axe disappeared. Presumably this was taken to chop the stolen firewood with. It is to be hoped that if this class of thief is caught a fitting example will be made of him. <box>355 952 535 1053</box>
thomson-trade: PAINTER, PAPERHANGER AND HOUSE DECORATOR. <box>373 274 517 294</box>
pads-heading-2: WRITING PADS. <box>409 62 481 73</box>
hot-ad-price-1: 1/3 <box>178 675 199 692</box>
armistice-body-2: "The whole Empire has united since the year 1918 in commemorating Armistice Day by a solemn silence of two minutes, beginning at the hour of eleven a.m. in each country, dominion, and dependency. His Majesty has expressed the wish that in this present year when Armistice Day falls on Sunday, a service of commemoration should be held in the churches, and the Government of New Zealand trusts that the several denominations throughout the Dominion will agree to partly devote their morning services on Sunday the 11th November to that object. <box>925 473 1107 584</box>
hot-weather-ad: Hot Weather Specials LEMON SQUASH PINEAPPLE FLAVOUR RASPBERRY FLAVOUR LEMON FLAVOUR LIME JUICE FLAVOUR } 1/3 BOTTLE. SHIP'S LIME JUICE, 1/5 BOTTLE. <box>8 572 338 760</box>
boot-ad-late-2: (Late FARGHER & CO) <box>108 479 237 493</box>
scaffolding-body-2: The Inspector of Scaffolding, Mr. G. McKessar, of Wanganui, proceeded against F. Needham, of Palmerston North, alleging a breach of the Scaffolding Act in that defendant failed to notify the inspector of his intention to erect a building 24 hours before the work commenced. <box>735 532 915 593</box>
news-water-carriage: Direct water carriage between the South Island and Hamilton in the Waikato, via the Waikato River, is now a regular feature. The first direct cargo from Lyttelton and Nelson arrived in Hamilton on Thursday last, and consisted of grain, calf meal and fruit. It was brought from the south by the s.s. Progress, which entered the Waikato Heads on Sunday, and transhipped its cargo to the river fleet for distribution along the river to Hamilton. The back-loading consists of Huntley coal. As it has now been shown to be possible to land fruit at Hamilton from Nelson within 48 hours, the possibility of opening up a steady business between Waikato and Nelson is easily seen. A steady trade in benzine between Onehunga and the Waikato river port has been in progress for some time, and last Saturday the s.s. Arapawa put in at the Heads with 3000 cases for Hamilton alone. This means a very acceptable saving as against railway carriage. <box>545 862 725 1043</box>
scaffolding-body-1: Mr J. L. Stout, S.M., presided over the sitting of the Magistrate's Court at Palmerston North on Monday. <box>735 509 915 529</box>
